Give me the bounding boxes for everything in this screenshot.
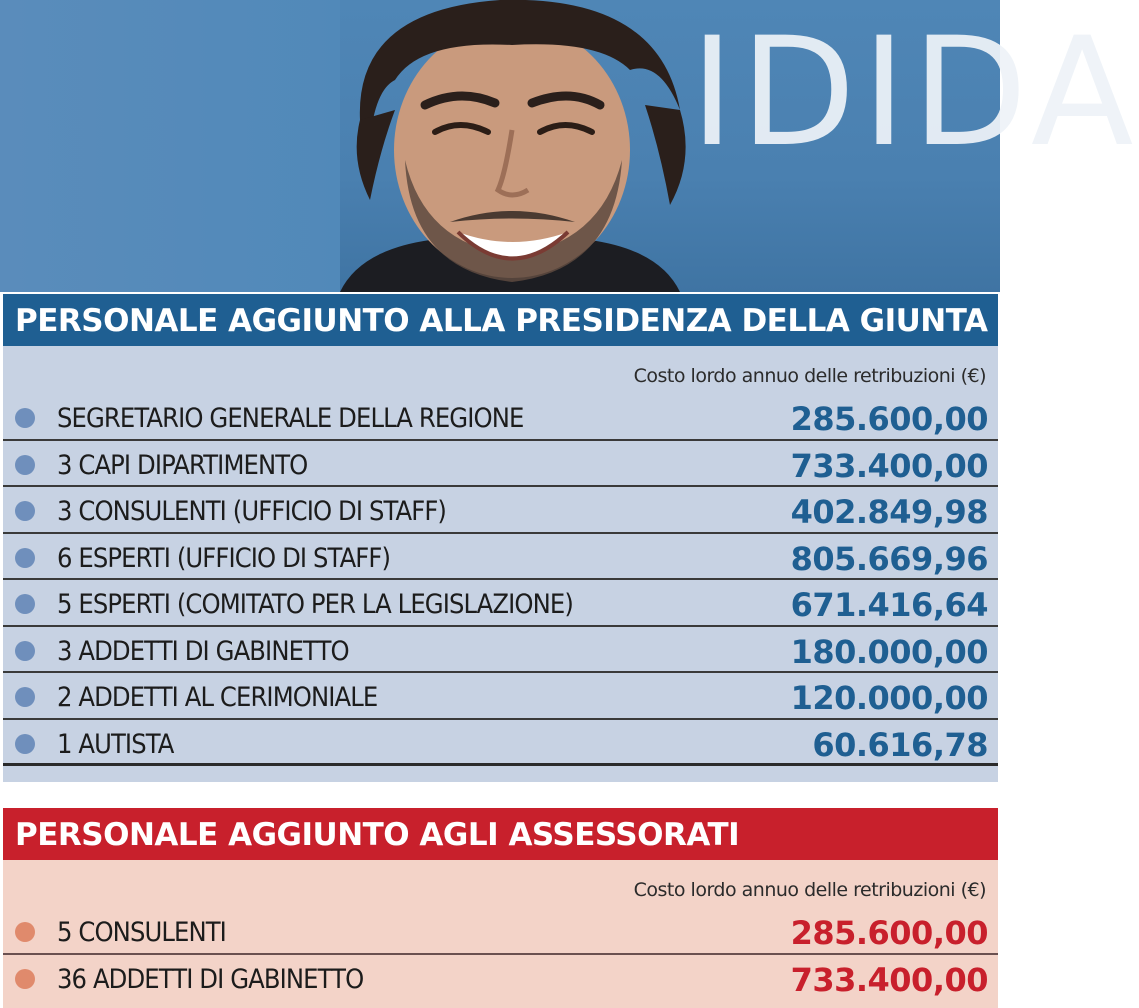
table-row (3, 394, 998, 441)
bullet-icon (15, 922, 35, 942)
section-presidenza (3, 294, 998, 782)
table-row (3, 441, 998, 488)
table-row (3, 955, 998, 1002)
table-row (3, 580, 998, 627)
column-caption: Costo lordo annuo delle retribuzioni (€) (633, 365, 986, 387)
table-row (3, 487, 998, 534)
bullet-icon (15, 734, 35, 754)
row-value: 671.416,64 (790, 586, 988, 624)
row-value: 285.600,00 (790, 914, 988, 952)
section-title: PERSONALE AGGIUNTO AGLI ASSESSORATI (3, 808, 998, 860)
bullet-icon (15, 548, 35, 568)
row-label: 3 CONSULENTI (UFFICIO DI STAFF) (57, 496, 446, 527)
row-label: 2 ADDETTI AL CERIMONIALE (57, 682, 378, 713)
row-label: 36 ADDETTI DI GABINETTO (57, 963, 364, 995)
bullet-icon (15, 408, 35, 428)
row-label: 5 ESPERTI (COMITATO PER LA LEGISLAZIONE) (57, 589, 573, 620)
table-row (3, 908, 998, 955)
photo-background-text: IDIDA (690, 6, 1139, 180)
row-value: 733.400,00 (790, 960, 988, 999)
row-value: 805.669,96 (790, 539, 988, 578)
row-label: 6 ESPERTI (UFFICIO DI STAFF) (57, 542, 391, 574)
row-label: 3 ADDETTI DI GABINETTO (57, 635, 349, 667)
row-label: 1 AUTISTA (57, 728, 174, 760)
section-divider (0, 782, 1000, 808)
row-label: SEGRETARIO GENERALE DELLA REGIONE (57, 403, 524, 434)
table-row (3, 534, 998, 581)
row-label: 3 CAPI DIPARTIMENTO (57, 449, 308, 481)
column-caption: Costo lordo annuo delle retribuzioni (€) (633, 879, 986, 901)
table-row (3, 627, 998, 674)
cost-list (3, 394, 998, 766)
bullet-icon (15, 501, 35, 521)
row-value: 733.400,00 (790, 446, 988, 485)
row-value: 60.616,78 (812, 725, 988, 764)
table-row (3, 720, 998, 767)
section-assessorati (3, 808, 998, 1008)
row-value: 285.600,00 (790, 400, 988, 438)
section-title: PERSONALE AGGIUNTO ALLA PRESIDENZA DELLA GIUNTA (3, 294, 998, 346)
bullet-icon (15, 455, 35, 475)
bullet-icon (15, 641, 35, 661)
row-label: 5 CONSULENTI (57, 917, 226, 948)
bullet-icon (15, 969, 35, 989)
photo-background-left (0, 0, 340, 292)
row-value: 402.849,98 (790, 493, 988, 531)
bullet-icon (15, 594, 35, 614)
person-portrait (300, 0, 720, 292)
header-photo (0, 0, 1139, 292)
cost-list (3, 908, 998, 1001)
row-value: 180.000,00 (790, 632, 988, 671)
table-row (3, 673, 998, 720)
bullet-icon (15, 687, 35, 707)
row-value: 120.000,00 (790, 679, 988, 717)
